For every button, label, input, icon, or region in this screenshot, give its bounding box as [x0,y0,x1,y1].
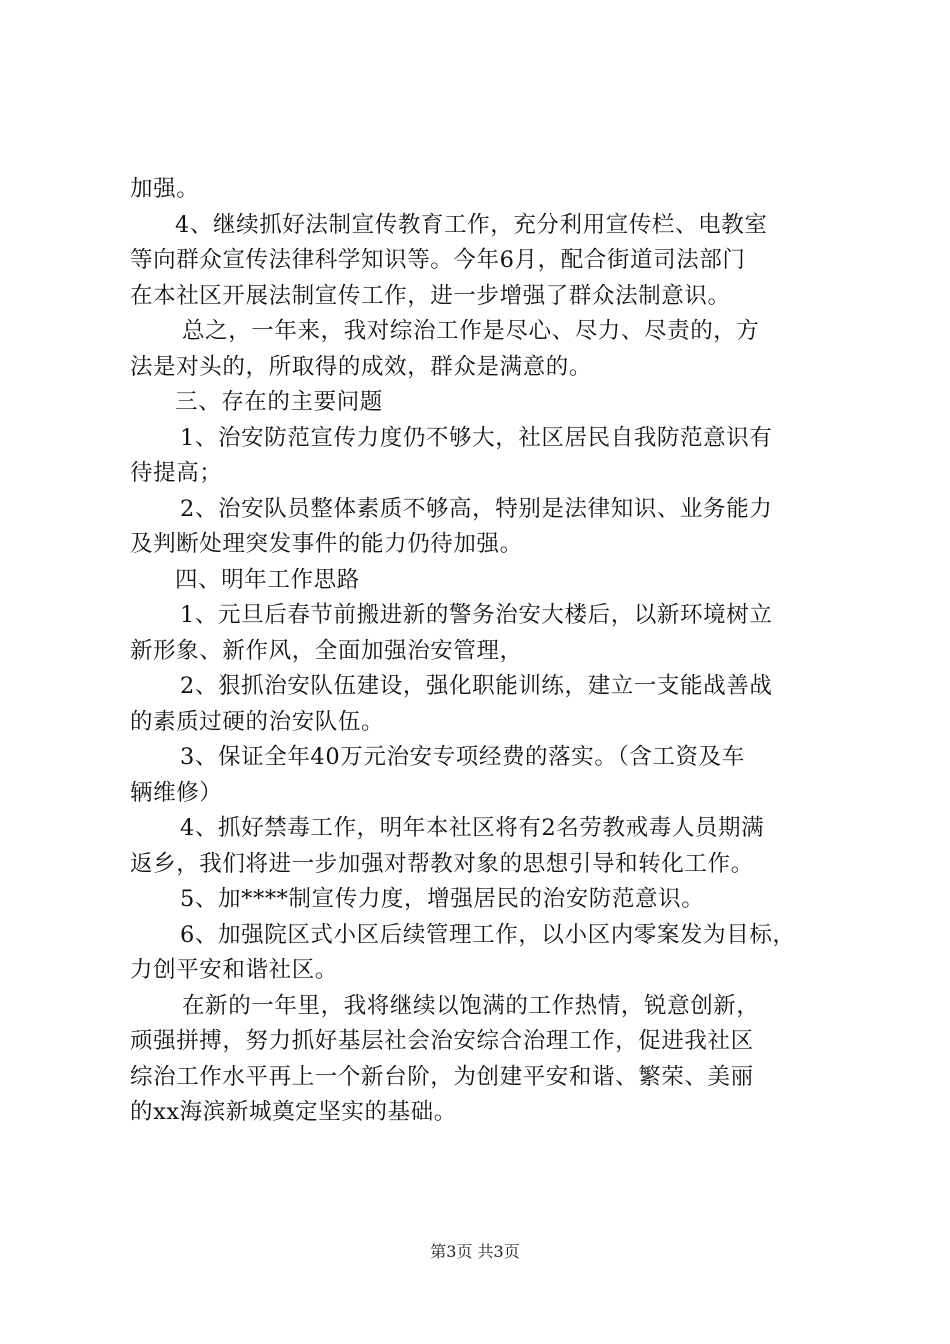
text-line: 法是对头的，所取得的成效，群众是满意的。 [130,353,593,380]
text-line: 在新的一年里，我将继续以饱满的工作热情，锐意创新， [182,992,760,1019]
text-line: 4、抓好禁毒工作，明年本社区将有2名劳教戒毒人员期满 [180,815,765,841]
text-line: 6、加强院区式小区后续管理工作，以小区内零案发为目标， [180,921,796,948]
document-body [130,172,835,1131]
page-number-label: 第3页 共3页 [430,1242,520,1261]
text-line: 的素质过硬的治安队伍。 [130,708,385,735]
text-line: 4、继续抓好法制宣传教育工作，充分利用宣传栏、电教室 [175,211,768,238]
text-line: 新形象、新作风，全面加强治安管理， [130,637,523,664]
text-line: 2、治安队员整体素质不够高，特别是法律知识、业务能力 [180,495,773,522]
text-line: 等向群众宣传法律科学知识等。今年6月，配合街道司法部门 [130,247,746,273]
text-line: 加强。 [130,176,200,202]
text-line: 的xx海滨新城奠定坚实的基础。 [130,1099,457,1125]
text-line: 顽强拼搏，努力抓好基层社会治安综合治理工作，促进我社区 [130,1028,754,1054]
text-line: 3、保证全年40万元治安专项经费的落实。（含工资及车 [180,744,745,770]
text-line: 待提高； [130,460,223,486]
text-line: 及判断处理突发事件的能力仍待加强。 [130,531,523,557]
text-line: 力创平安和谐社区。 [130,957,338,983]
text-line: 综治工作水平再上一个新台阶，为创建平安和谐、繁荣、美丽 [130,1063,754,1090]
text-line: 5、加****制宣传力度，增强居民的治安防范意识。 [180,886,705,912]
text-line: 总之，一年来，我对综治工作是尽心、尽力、尽责的，方 [182,318,760,344]
text-line: 在本社区开展法制宣传工作，进一步增强了群众法制意识。 [130,282,731,309]
text-line: 1、治安防范宣传力度仍不够大，社区居民自我防范意识有 [180,424,773,451]
section-heading: 三、存在的主要问题 [175,389,383,415]
page-footer [0,1242,950,1262]
section-heading: 四、明年工作思路 [175,566,360,593]
text-line: 2、狠抓治安队伍建设，强化职能训练，建立一支能战善战 [180,673,773,699]
text-line: 1、元旦后春节前搬进新的警务治安大楼后，以新环境树立 [180,602,773,628]
text-line: 辆维修） [130,779,223,806]
text-line: 返乡，我们将进一步加强对帮教对象的思想引导和转化工作。 [130,850,754,877]
